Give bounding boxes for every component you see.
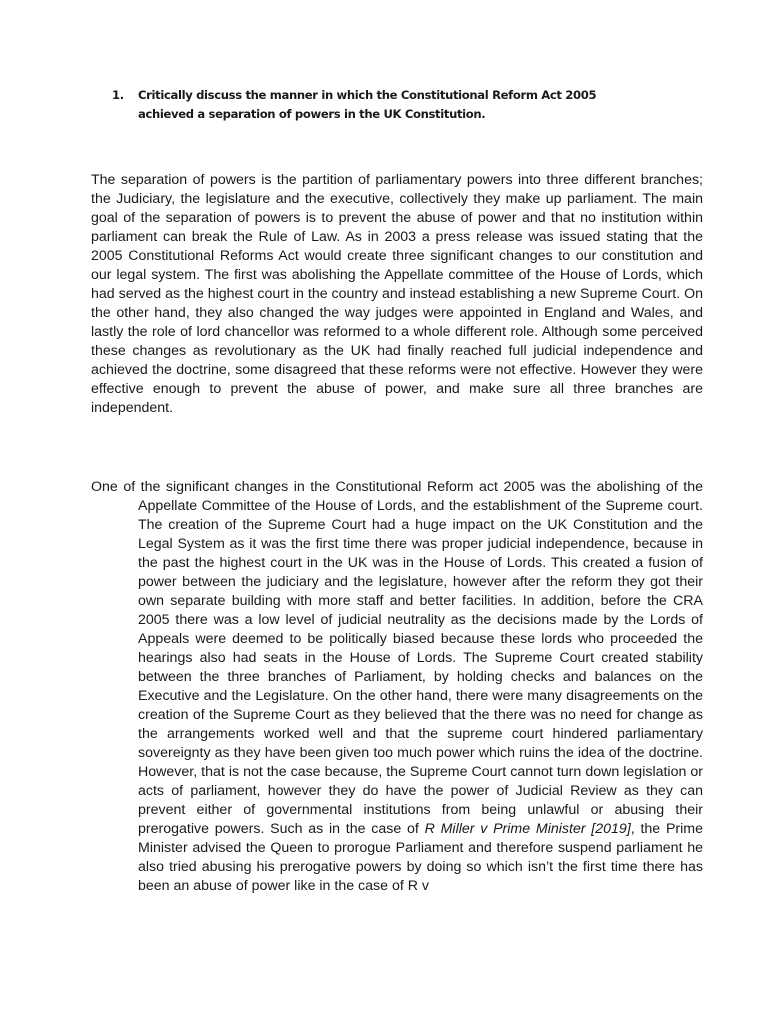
supreme-court-paragraph [91, 478, 703, 896]
question-text: Critically discuss the manner in which the Constitutional Reform Act 2005 achieved a separation of powers in the UK Constitution. [138, 88, 597, 121]
essay-question [112, 86, 652, 124]
question-number: 1. [112, 88, 124, 102]
paragraph-text-before-case: One of the significant changes in the Constitutional Reform act 2005 was the abolishing of the Appellate Committee of the House of Lords, and the establishment of the Supreme court. The creation of the Supreme Court had a huge impact on the UK Constitution and the Legal System as it was the first time there was proper judicial independence, because in the past the highest court in the UK was in the House of Lords. This created a fusion of power between the judiciary and the legislature, however after the reform they got their own separate building with more staff and better facilities. In addition, before the CRA 2005 there was a low level of judicial neutrality as the decisions made by the Lords of Appeals were deemed to be politically biased because these lords who proceeded the hearings also had seats in the House of Lords. The Supreme Court created stability between the three branches of Parliament, by holding checks and balances on the Executive and the Legislature. On the other hand, there were many disagreements on the creation of the Supreme Court as they believed that the there was no need for change as the arrangements worked well and that the supreme court hindered parliamentary sovereignty as they have been given too much power which ruins the idea of the doctrine. However, that is not the case because, the Supreme Court cannot turn down legislation or acts of parliament, however they do have the power of Judicial Review as they can prevent either of governmental institutions from being unlawful or abusing their prerogative powers. Such as in the case of [91, 479, 703, 837]
intro-paragraph: The separation of powers is the partition of parliamentary powers into three different branches; the Judiciary, the legislature and the executive, collectively they make up parliament. The main goal of the separation of powers is to prevent the abuse of power and that no institution within parliament can break the Rule of Law. As in 2003 a press release was issued stating that the 2005 Constitutional Reforms Act would create three significant changes to our constitution and our legal system. The first was abolishing the Appellate committee of the House of Lords, which had served as the highest court in the country and instead establishing a new Supreme Court. On the other hand, they also changed the way judges were appointed in England and Wales, and lastly the role of lord chancellor was reformed to a whole different role. Although some perceived these changes as revolutionary as the UK had finally reached full judicial independence and achieved the doctrine, some disagreed that these reforms were not effective. However they were effective enough to prevent the abuse of power, and make sure all three branches are independent. [91, 172, 704, 416]
case-citation: R Miller v Prime Minister [2019] [424, 821, 631, 837]
paragraph-text-after-case: , the Prime Minister advised the Queen to prorogue Parliament and therefore suspend parliament he also tried abusing his prerogative powers by doing so which isn’t the first time there has been an abuse of power like in the case of R v [138, 821, 703, 894]
